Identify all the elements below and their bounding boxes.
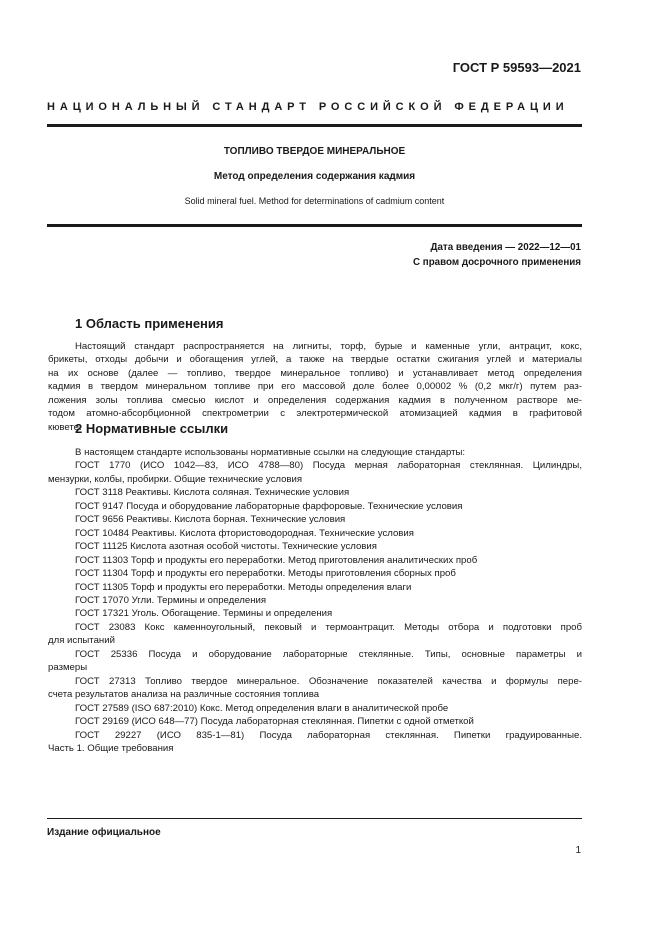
- reference-line: для испытаний: [48, 635, 115, 647]
- title-divider: [47, 224, 582, 227]
- reference-line: ГОСТ 29169 (ИСО 648—77) Посуда лабораторная стеклянная. Пипетки с одной отметкой: [75, 716, 474, 728]
- reference-line: ГОСТ 17321 Уголь. Обогащение. Термины и определения: [75, 608, 333, 620]
- reference-line: ГОСТ 17070 Угли. Термины и определения: [75, 594, 267, 606]
- footer-divider: [47, 818, 582, 819]
- reference-line: Часть 1. Общие требования: [48, 742, 174, 754]
- section-1-line: Настоящий стандарт распространяется на лигниты, торф, бурые и каменные угли, антрацит, кокс,: [75, 341, 582, 352]
- section-1-line: ложения золы топлива смесью кислот и определения содержания кадмия в полученном растворе ме-: [48, 394, 582, 406]
- reference-line: ГОСТ 10484 Реактивы. Кислота фтористоводородная. Технические условия: [75, 527, 414, 539]
- reference-line: В настоящем стандарте использованы нормативные ссылки на следующие стандарты:: [75, 447, 466, 458]
- reference-line: ГОСТ 1770 (ИСО 1042—83, ИСО 4788—80) Посуда мерная лабораторная стеклянная. Цилиндры,: [75, 460, 582, 472]
- section-1-line: тодом атомно-абсорбционной спектрометрии с электротермической атомизацией кадмия в графитовой: [48, 408, 582, 420]
- page-number: 1: [575, 845, 581, 856]
- section-2-references: [48, 446, 582, 755]
- reference-line: ГОСТ 27589 (ISO 687:2010) Кокс. Метод определения влаги в аналитической пробе: [75, 702, 449, 714]
- national-standard-banner: НАЦИОНАЛЬНЫЙ СТАНДАРТ РОССИЙСКОЙ ФЕДЕРАЦИИ: [47, 101, 569, 113]
- document-subtitle: Метод определения содержания кадмия: [213, 171, 416, 182]
- section-1-line: кювете.: [48, 421, 82, 433]
- reference-line: ГОСТ 9147 Посуда и оборудование лабораторные фарфоровые. Технические условия: [75, 500, 463, 512]
- document-code: ГОСТ Р 59593—2021: [452, 60, 581, 75]
- top-divider: [47, 124, 582, 127]
- reference-line: ГОСТ 11125 Кислота азотная особой чистоты. Технические условия: [75, 541, 377, 553]
- introduction-date: Дата введения — 2022—12—01: [430, 242, 581, 253]
- reference-line: ГОСТ 27313 Топливо твердое минеральное. Обозначение показателей качества и формулы пере-: [75, 675, 582, 687]
- section-1-heading: 1 Область применения: [75, 316, 224, 331]
- official-edition-label: Издание официальное: [47, 827, 161, 838]
- reference-line: размеры: [48, 662, 88, 674]
- reference-line: ГОСТ 25336 Посуда и оборудование лабораторные стеклянные. Типы, основные параметры и: [75, 648, 582, 660]
- date-block: [413, 240, 581, 270]
- early-application-note: С правом досрочного применения: [412, 257, 581, 268]
- reference-line: ГОСТ 9656 Реактивы. Кислота борная. Технические условия: [75, 514, 346, 526]
- section-1-line: кадмия в твердом минеральном топливе при его массовой доле более 0,00002 % (0,2 мкг/г) путем раз-: [48, 381, 582, 393]
- reference-line: ГОСТ 11304 Торф и продукты его переработки. Методы приготовления сборных проб: [75, 568, 456, 580]
- document-title-english: Solid mineral fuel. Method for determinations of cadmium content: [184, 196, 445, 206]
- section-1-line: брикеты, отходы добычи и обогащения углей, а также на твердые остатки сжигания углей и материалы: [48, 354, 582, 366]
- reference-line: счета результатов анализа на различные состояния топлива: [48, 689, 320, 701]
- reference-line: ГОСТ 3118 Реактивы. Кислота соляная. Технические условия: [75, 487, 350, 499]
- reference-line: мензурки, колбы, пробирки. Общие технические условия: [48, 473, 303, 485]
- reference-line: ГОСТ 29227 (ИСО 835-1—81) Посуда лабораторная стеклянная. Пипетки градуированные.: [75, 729, 582, 741]
- document-title: ТОПЛИВО ТВЕРДОЕ МИНЕРАЛЬНОЕ: [223, 146, 406, 157]
- section-1-line: на их основе (далее — топливо, твердое минеральное топливо) и устанавливает метод определения: [48, 367, 582, 379]
- reference-line: ГОСТ 11305 Торф и продукты его переработки. Методы определения влаги: [75, 581, 412, 593]
- section-2-heading: 2 Нормативные ссылки: [75, 421, 229, 436]
- reference-line: ГОСТ 23083 Кокс каменноугольный, пековый и термоантрацит. Методы отбора и подготовки проб: [75, 621, 582, 633]
- reference-line: ГОСТ 11303 Торф и продукты его переработки. Метод приготовления аналитических проб: [75, 554, 478, 566]
